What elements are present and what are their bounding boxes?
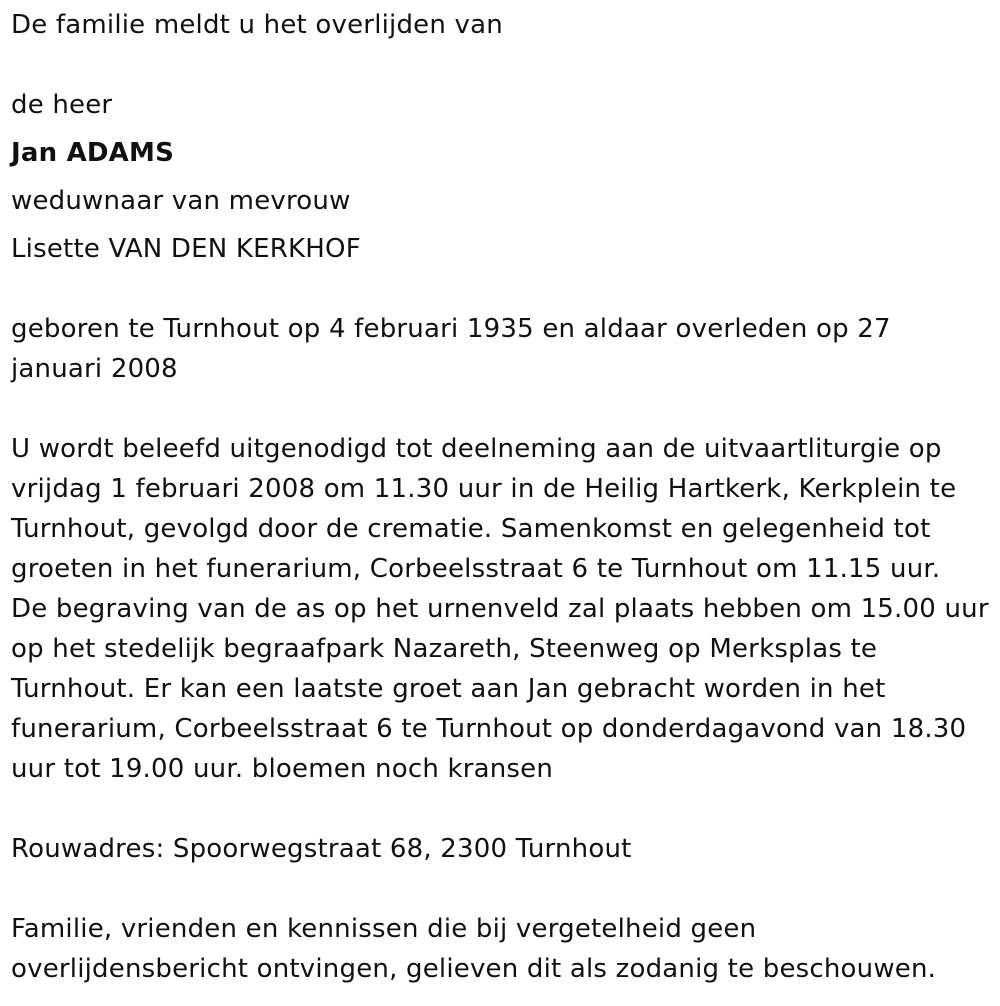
ceremony-line: vrijdag 1 februari 2008 om 11.30 uur in de Heilig Hartkerk, Kerkplein te [11,474,957,504]
closing-line-1: Familie, vrienden en kennissen die bij vergetelheid geen [11,914,757,944]
ceremony-line: uur tot 19.00 uur. bloemen noch kransen [11,754,554,784]
mourning-address: Rouwadres: Spoorwegstraat 68, 2300 Turnhout [11,834,632,864]
honorific: de heer [11,90,113,120]
ceremony-line: U wordt beleefd uitgenodigd tot deelneming aan de uitvaartliturgie op [11,434,942,464]
ceremony-line: groeten in het funerarium, Corbeelsstraat 6 te Turnhout om 11.15 uur. [11,554,941,584]
ceremony-line: funerarium, Corbeelsstraat 6 te Turnhout op donderdagavond van 18.30 [11,714,967,744]
intro-text: De familie meldt u het overlijden van [11,10,503,40]
spouse-name: Lisette VAN DEN KERKHOF [11,234,361,264]
birth-death-line-1: geboren te Turnhout op 4 februari 1935 en aldaar overleden op 27 [11,314,891,344]
relation-label: weduwnaar van mevrouw [11,186,351,216]
ceremony-line: De begraving van de as op het urnenveld zal plaats hebben om 15.00 uur [11,594,989,624]
ceremony-line: op het stedelijk begraafpark Nazareth, Steenweg op Merksplas te [11,634,878,664]
closing-line-2: overlijdensbericht ontvingen, gelieven dit als zodanig te beschouwen. [11,954,937,984]
ceremony-line: Turnhout, gevolgd door de crematie. Samenkomst en gelegenheid tot [11,514,931,544]
birth-death-line-2: januari 2008 [11,354,178,384]
deceased-name: Jan ADAMS [11,138,175,168]
ceremony-line: Turnhout. Er kan een laatste groet aan Jan gebracht worden in het [11,674,886,704]
